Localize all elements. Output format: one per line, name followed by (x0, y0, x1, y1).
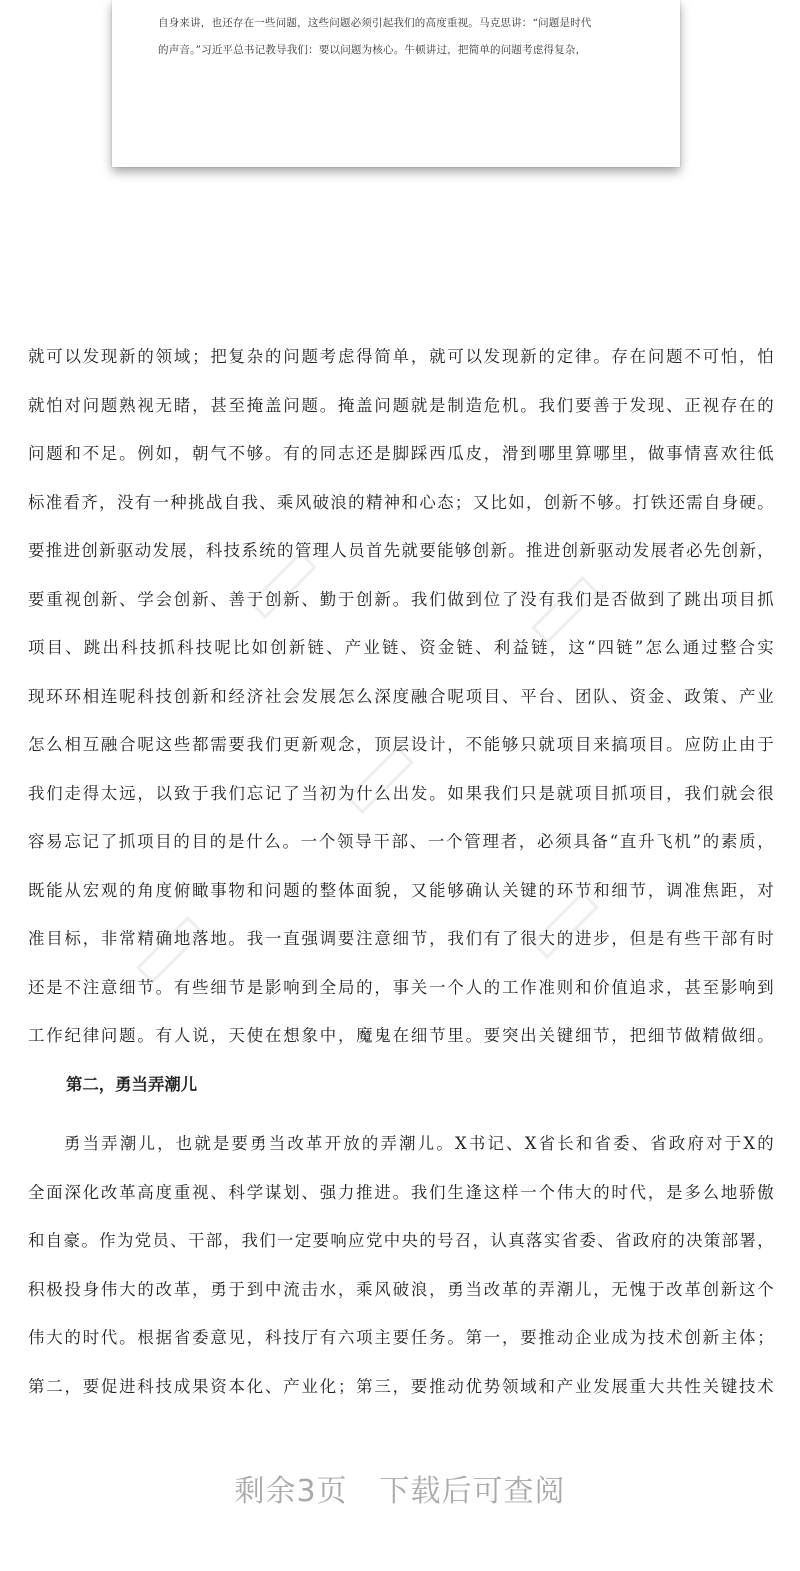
text-line: 全面深化改革高度重视、科学谋划、强力推进。我们生逢这样一个伟大的时代，是多么地骄傲 (28, 1182, 774, 1202)
preview-line: 自身来讲，也还存在一些问题，这些问题必须引起我们的高度重视。马克思讲：“问题是时代 (158, 17, 592, 29)
text-line: 问题和不足。例如，朝气不够。有的同志还是脚踩西瓜皮，滑到哪里算哪里，做事情喜欢往低 (28, 444, 774, 463)
text-line: 怎么相互融合呢这些都需要我们更新观念，顶层设计，不能够只就项目来搞项目。应防止由于 (28, 735, 774, 754)
text-line: 伟大的时代。根据省委意见，科技厅有六项主要任务。第一，要推动企业成为技术创新主体； (28, 1328, 774, 1347)
text-line: 和自豪。作为党员、干部，我们一定要响应党中央的号召，认真落实省委、省政府的决策部署， (28, 1231, 774, 1250)
text-line: 我们走得太远，以致于我们忘记了当初为什么出发。如果我们只是就项目抓项目，我们就会很 (28, 783, 774, 803)
download-to-read-more-button[interactable] (0, 1466, 800, 1510)
section-heading: 第二，勇当弄潮儿 (66, 1075, 198, 1094)
text-line: 现环环相连呢科技创新和经济社会发展怎么深度融合呢项目、平台、团队、资金、政策、产业 (28, 686, 774, 706)
download-hint-label: 下载后可查阅 (379, 1474, 566, 1509)
text-line: 还是不注意细节。有些细节是影响到全局的，事关一个人的工作准则和价值追求，甚至影响到 (28, 977, 774, 997)
text-line: 既能从宏观的角度俯瞰事物和问题的整体面貌，又能够确认关键的环节和细节，调准焦距，对 (28, 880, 774, 900)
text-line: 第二，要促进科技成果资本化、产业化；第三，要推动优势领域和产业发展重大共性关键技术 (28, 1376, 774, 1396)
document-body-paragraph-1 (28, 338, 774, 1066)
text-line: 工作纪律问题。有人说，天使在想象中，魔鬼在细节里。要突出关键细节，把细节做精做细。 (28, 1026, 774, 1045)
text-line: 要推进创新驱动发展，科技系统的管理人员首先就要能够创新。推进创新驱动发展者必先创新， (28, 541, 774, 560)
text-line: 项目、跳出科技抓科技呢比如创新链、产业链、资金链、利益链，这“四链”怎么通过整合实 (28, 638, 774, 657)
preview-line: 的声音。”习近平总书记教导我们：要以问题为核心。牛顿讲过，把简单的问题考虑得复杂， (158, 44, 587, 56)
text-line: 积极投身伟大的改革，勇于到中流击水，乘风破浪，勇当改革的弄潮儿，无愧于改革创新这个 (28, 1279, 774, 1299)
text-line: 要重视创新、学会创新、善于创新、勤于创新。我们做到位了没有我们是否做到了跳出项目抓 (28, 589, 774, 609)
document-preview-card (112, 0, 680, 167)
text-line: 就可以发现新的领域；把复杂的问题考虑得简单，就可以发现新的定律。存在问题不可怕，怕 (28, 347, 774, 366)
text-line: 准目标，非常精确地落地。我一直强调要注意细节，我们有了很大的进步，但是有些干部有时 (28, 929, 774, 948)
text-line: 勇当弄潮儿，也就是要勇当改革开放的弄潮儿。X书记、X省长和省委、省政府对于X的 (64, 1134, 774, 1153)
text-line: 标准看齐，没有一种挑战自我、乘风破浪的精神和心态；又比如，创新不够。打铁还需自身硬。 (28, 492, 774, 512)
document-body-paragraph-2 (28, 1125, 774, 1416)
text-line: 就怕对问题熟视无睹，甚至掩盖问题。掩盖问题就是制造危机。我们要善于发现、正视存在的 (28, 395, 774, 415)
text-line: 容易忘记了抓项目的目的是什么。一个领导干部、一个管理者，必须具备“直升飞机”的素质， (28, 832, 774, 851)
remaining-pages-label: 剩余3页 (234, 1474, 348, 1509)
